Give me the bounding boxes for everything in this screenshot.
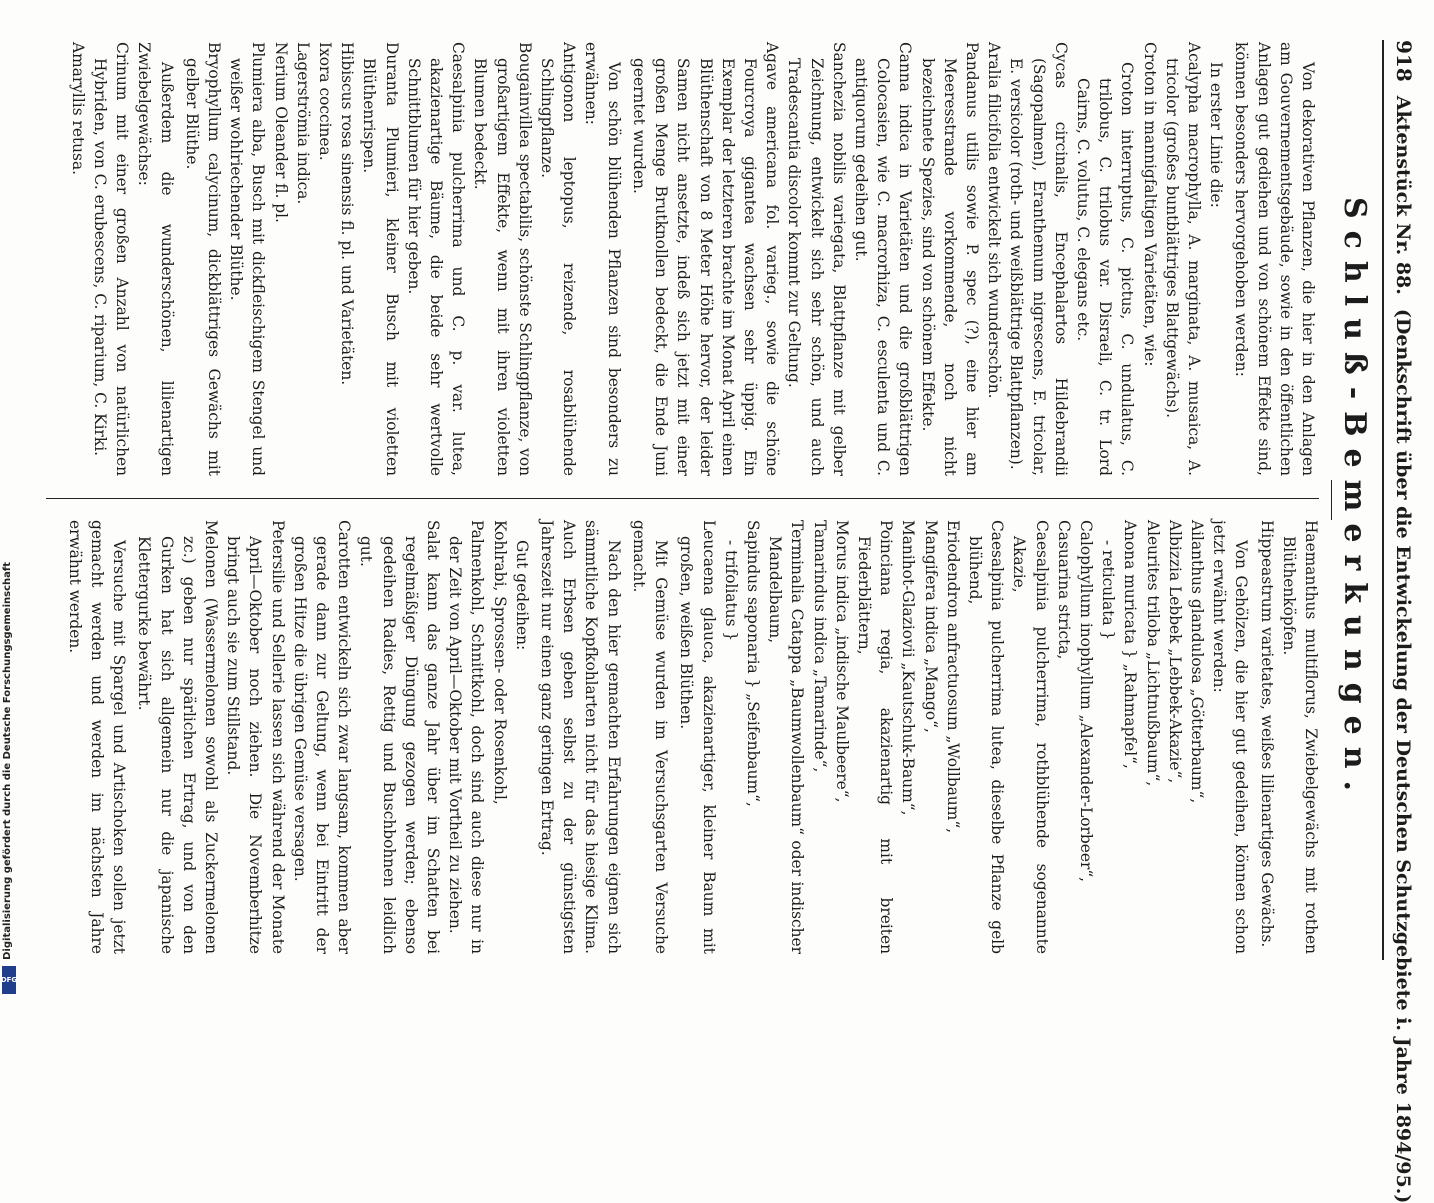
paragraph: Canna indica in Varietäten und die großblättrigen Colocasien, wie C. macrorhiza, C. esculenta und C. antiquorum gedeihen gut. xyxy=(851,42,915,476)
document-title: (Denkschrift über die Entwickelung der Deutschen Schutzgebiete i. Jahre 1894/95.) xyxy=(1392,308,1414,1203)
dfg-logo: DFG xyxy=(2,966,16,994)
paragraph: - reticulata } xyxy=(1099,540,1118,641)
paragraph: Crinum mit einer großen Anzahl von natürlichen Hybriden, von C. erubescens, C. riparium, C. Kirki. xyxy=(91,42,132,476)
paragraph: Tamarindus indica „Tamarinde“, xyxy=(810,520,829,773)
paragraph: Albizzia Lebbek „Lebbek-Akazie“, xyxy=(1165,520,1184,784)
paragraph: Cycas circinalis, Encephalartos Hildebrandii (Sagopalmen), Eranthemum nigrescens, E. tricolar, E. versicolor (roth- und weißblättrige Blattpflanzen). xyxy=(1007,42,1070,476)
paragraph: Petersilie und Sellerie lassen sich während der Monate April—Oktober noch ziehen. Die Novemberhitze bringt auch sie zum Stillstand. xyxy=(224,520,287,954)
paragraph: Manihot-Glaziovii „Kautschuk-Baum“, xyxy=(899,520,918,816)
paragraph: Kohlrabi, Sprossen- oder Rosenkohl, xyxy=(490,520,509,805)
credit-text: Digitalisierung gefördert durch die Deutsche Forschungsgemeinschaft xyxy=(2,562,13,960)
paragraph: Von dekorativen Pflanzen, die hier in den Anlagen am Gouvernementsgebäude, sowie in den öffentlichen Anlagen gut gediehen und von schönem Effekte sind, können besonders hervorgehoben werden: xyxy=(1232,42,1317,476)
paragraph: Croton interruptus, C. pictus, C. undulatus, C. trilobus, C. trilobus var. Disraeli, C. tr. Lord Cairns, C. volutus, C. elegans etc. xyxy=(1073,62,1137,476)
paragraph: Ailanthus glandulosa „Götterbaum“, xyxy=(1187,520,1206,804)
heading-underline xyxy=(1331,480,1332,520)
paragraph: Hibiscus rosa sinensis fl. pl. und Varietäten. xyxy=(338,42,357,386)
document-label: Aktenstück Nr. 88. xyxy=(1392,95,1414,295)
paragraph: Versuche mit Spargel und Artischoken sollen jetzt gemacht werden und werden im nächsten Jahre erwähnt werden. xyxy=(65,520,129,954)
column-divider xyxy=(46,498,1319,499)
paragraph: Calophyllum inophyllum „Alexander-Lorbeer“, xyxy=(1076,520,1095,883)
paragraph: Caesalpinia pulcherrima und C. p. var. lutea, akazienartige Bäume, die beide sehr wertvolle Schnittblumen für hier geben. xyxy=(404,42,468,476)
paragraph: Aleurites triloba „Lichtnußbaum“, xyxy=(1143,520,1162,787)
paragraph: Leucaena glauca, akazienartiger, kleiner Baum mit großen, weißen Blüthen. xyxy=(677,520,718,954)
digitization-credit xyxy=(0,0,18,1000)
page-header xyxy=(1386,40,1416,1203)
paragraph: Von Gehölzen, die hier gut gedeihen, können schon jetzt erwähnt werden: xyxy=(1210,520,1251,954)
paragraph: Antigonon leptopus, reizende, rosablühende Schlingpflanze. xyxy=(538,42,579,476)
paragraph: Sapindus saponaria } „Seifenbaum“, xyxy=(743,520,762,807)
paragraph: Carotten entwickeln sich zwar langsam, kommen aber gerade dann zur Geltung, wenn bei Eintritt der großen Hitze die übrigen Gemüse versagen. xyxy=(290,520,354,954)
header-rule xyxy=(1382,40,1384,960)
paragraph: Nach den hier gemachten Erfahrungen eignen sich sämmtliche Kopfkohlarten nicht für das hiesige Klima. Auch Erbsen geben selbst zu der günstigsten Jahreszeit nur einen ganz geringen Ertrag. xyxy=(538,520,623,954)
section-heading: Schluß-Bemerkungen. xyxy=(1337,196,1372,803)
paragraph: Eriodendron anfractuosum „Wollbaum“, xyxy=(943,520,962,834)
paragraph: Bryophyllum calycinum, dickblättriges Gewächs mit gelber Blüthe. xyxy=(182,42,224,476)
paragraph: Ixora coccinea. xyxy=(316,42,335,161)
paragraph: Caesalpinia pulcherrima lutea, dieselbe Pflanze gelb blühend, xyxy=(965,520,1007,954)
page-number: 918 xyxy=(1392,40,1416,82)
paragraph: Lagerströmia indica. xyxy=(293,42,312,205)
paragraph: Haemanthus multiflorus, Zwiebelgewächs mit rothen Blüthenköpfen. xyxy=(1279,520,1320,954)
paragraph: Caesalpinia pulcherrima, rothblühende sogenannte Akazie, xyxy=(1010,520,1051,954)
paragraph: Salat kann das ganze Jahr über im Schatten bei regelmäßiger Düngung gezogen werden; ebenso gedeihen Radies, Rettig und Buschbohnen leidlich gut. xyxy=(357,520,443,954)
paragraph: Casuarina stricta, xyxy=(1054,520,1073,660)
paragraph: Pandanus utilis sowie P. spec (?), eine hier am Meeresstrande vorkommende, noch nicht bezeichnete Spezies, sind von schönem Effekte. xyxy=(918,42,981,476)
paragraph: Palmenkohl, Schnittkohl, doch sind auch diese nur in der Zeit von April—Oktober mit Vortheil zu ziehen. xyxy=(446,520,487,954)
paragraph: Acalypha macrophylla, A. marginata, A. musaica, A. tricolor (großes buntblättriges Blattgewächs). xyxy=(1162,42,1203,476)
right-column xyxy=(44,520,1322,954)
paragraph: Von schön blühenden Pflanzen sind besonders zu erwähnen: xyxy=(582,42,623,476)
paragraph: Croton in mannigfaltigen Varietäten, wie: xyxy=(1140,42,1159,367)
rotated-page xyxy=(22,0,1434,1203)
paragraph: Gut gedeihen: xyxy=(512,540,531,651)
paragraph: Poinciana regia, akazienartig mit breiten Fiederblättern, xyxy=(854,520,896,954)
paragraph: Sanchezia nobilis variegata, Blattpflanze mit gelber Zeichnung, entwickelt sich sehr schön, und auch Tradescantia discolor kommt zur Geltung. xyxy=(785,42,848,476)
paragraph: Nerium Oleander fl. pl. xyxy=(271,42,290,223)
paragraph: Mangifera indica „Mango“, xyxy=(921,520,940,733)
paragraph: Mit Gemüse wurden im Versuchsgarten Versuche gemacht. xyxy=(629,520,671,954)
left-column xyxy=(44,42,1322,476)
paragraph: Plumiera alba, Busch mit dickfleischigem Stengel und weißer wohlriechender Blüthe. xyxy=(227,42,268,476)
paragraph: In erster Linie die: xyxy=(1207,62,1226,208)
paragraph: Anona muricata } „Rahmapfel“, xyxy=(1121,520,1140,769)
paragraph: Aralia filicifolia entwickelt sich wunderschön. xyxy=(985,42,1004,399)
paragraph: - trifoliatus } xyxy=(721,540,740,642)
paragraph: Bougainvillea spectabilis, schönste Schlingpflanze, von großartigem Effekte, wenn mit ihren violetten Blumen bedeckt. xyxy=(471,42,534,476)
paragraph: Melonen (Wassermelonen sowohl als Zuckermelonen zc.) geben nur spärlichen Ertrag, und von den Gurken hat sich allgemein nur die japanische Klettergurke bewährt. xyxy=(135,520,221,954)
paragraph: Terminalia Catappa „Baumwollenbaum“ oder indischer Mandelbaum, xyxy=(766,520,807,954)
paragraph: Morus indica „indische Maulbeere“, xyxy=(832,520,851,803)
paragraph: Amaryllis retusa. xyxy=(68,42,87,176)
paragraph: Außerdem die wunderschönen, lilienartigen Zwiebelgewächse: xyxy=(135,42,176,476)
paragraph: Hippeastrum varietates, weißes lilienartiges Gewächs. xyxy=(1257,520,1276,948)
paragraph: Duranta Plumieri, kleiner Busch mit violetten Blüthenrispen. xyxy=(360,42,401,476)
paragraph: Agave americana fol. varieg., sowie die schöne Fourcroya gigantea wachsen sehr üppig. Ein Exemplar der letzteren brachte im Monat April einen Blüthenschaft von 8 Meter Höhe hervor, der leider Samen nicht ansetzte, indeß sich jetzt mit einer großen Menge Brutknollen bedeckt, die Ende Juni geerntet wurden. xyxy=(629,42,782,476)
